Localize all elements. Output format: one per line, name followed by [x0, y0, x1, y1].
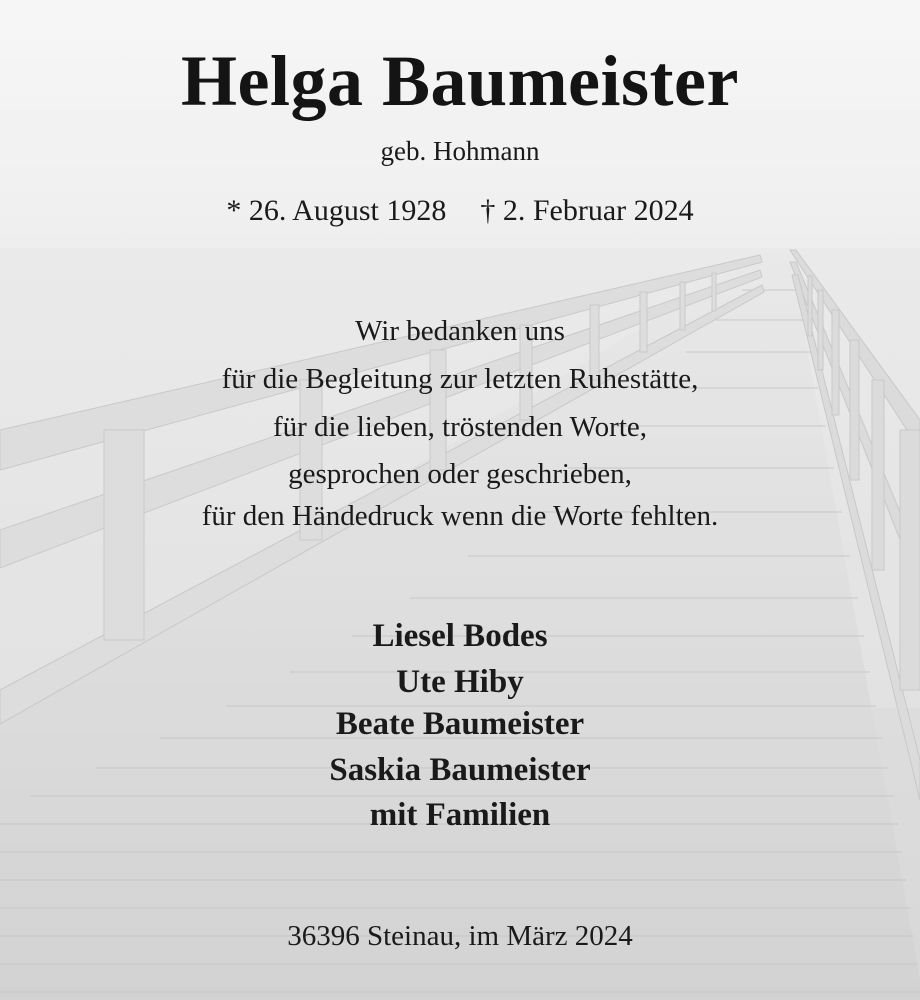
place-and-date: 36396 Steinau, im März 2024: [287, 920, 633, 952]
life-dates: [0, 194, 920, 228]
thanks-line: Wir bedanken uns: [355, 315, 565, 347]
maiden-name: geb. Hohmann: [380, 136, 540, 166]
thanks-line: für die lieben, tröstenden Worte,: [272, 411, 647, 443]
thanks-line: für die Begleitung zur letzten Ruhestätte,: [221, 363, 699, 395]
signatory: Saskia Baumeister: [329, 752, 591, 788]
signatory: Ute Hiby: [396, 664, 524, 700]
death-date: † 2. Februar 2024: [480, 194, 694, 227]
signatory: Liesel Bodes: [372, 618, 548, 654]
signatory: Beate Baumeister: [335, 706, 585, 742]
signatory: mit Familien: [369, 797, 551, 833]
thanks-line: für den Händedruck wenn die Worte fehlten.: [201, 500, 719, 532]
deceased-name: Helga Baumeister: [181, 41, 739, 121]
thanks-line: gesprochen oder geschrieben,: [288, 458, 632, 490]
birth-date: * 26. August 1928: [226, 194, 447, 227]
